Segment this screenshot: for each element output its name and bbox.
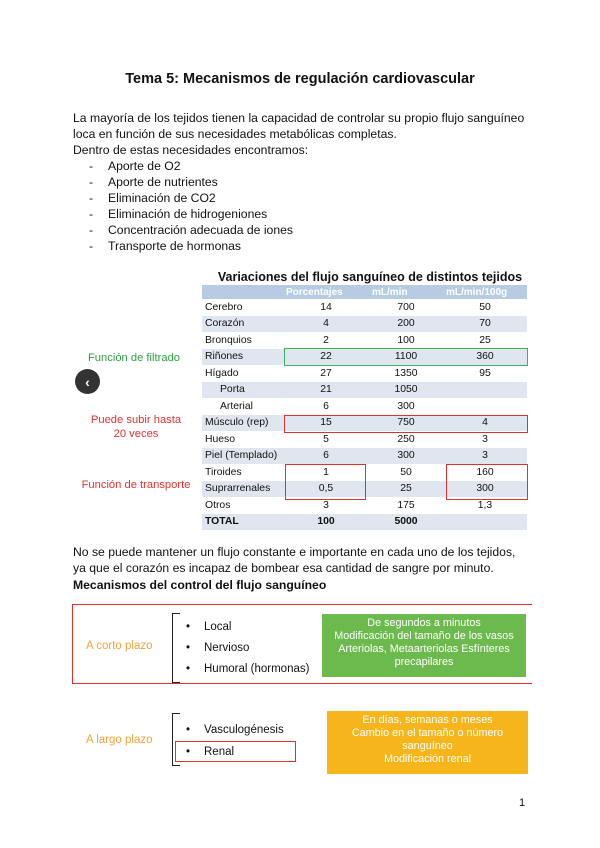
table-cell: 50: [443, 299, 527, 316]
thyroid-adrenal-flow-highlight: [446, 464, 528, 500]
list-item: • Nervioso: [186, 638, 309, 659]
table-cell: 15: [283, 415, 369, 432]
table-cell: 1350: [369, 365, 443, 382]
chevron-left-icon: ‹: [85, 373, 90, 390]
table-cell: 0,5: [283, 481, 369, 498]
table-cell: 300: [369, 448, 443, 465]
transport-annotation: Función de transporte: [81, 479, 191, 491]
table-cell: 27: [283, 365, 369, 382]
table-cell: 200: [369, 316, 443, 333]
table-cell: 1100: [369, 349, 443, 366]
table-cell: 3: [443, 431, 527, 448]
renal-highlight: [175, 741, 296, 762]
filtration-annotation: Función de filtrado: [87, 352, 181, 364]
table-cell: Piel (Templado): [202, 448, 283, 465]
table-cell: 750: [369, 415, 443, 432]
table-cell: 100: [283, 514, 369, 531]
table-cell: [443, 382, 527, 399]
table-cell: 21: [283, 382, 369, 399]
list-item: • Local: [186, 617, 309, 638]
previous-page-button[interactable]: [75, 369, 100, 394]
table-row: [202, 299, 527, 316]
table-header-cell: Porcentajes: [283, 285, 369, 299]
table-cell: 250: [369, 431, 443, 448]
table-cell: 4: [443, 415, 527, 432]
table-cell: 700: [369, 299, 443, 316]
muscle-highlight: [284, 415, 528, 433]
table-row: [202, 398, 527, 415]
list-item: • Humoral (hormonas): [186, 659, 309, 680]
table-cell: [443, 398, 527, 415]
table-cell: Bronquios: [202, 332, 283, 349]
table-cell: 6: [283, 448, 369, 465]
info-line: En días, semanas o meses: [362, 714, 493, 726]
table-cell: 3: [443, 448, 527, 465]
info-line: Modificación del tamaño de los vasos: [334, 630, 514, 642]
intro-line: Dentro de estas necesidades encontramos:: [73, 143, 309, 157]
table-cell: 360: [443, 349, 527, 366]
table-cell: Hueso: [202, 431, 283, 448]
table-row: [202, 382, 527, 399]
table-row: [202, 316, 527, 333]
list-item: • Renal: [186, 741, 284, 763]
table-cell: 2: [283, 332, 369, 349]
needs-list: [89, 158, 293, 254]
long-term-label: A largo plazo: [86, 734, 153, 746]
table-cell: TOTAL: [202, 514, 283, 531]
table-cell: 5000: [369, 514, 443, 531]
bracket: [172, 613, 180, 683]
table-cell: 4: [283, 316, 369, 333]
intro-line: La mayoría de los tejidos tienen la capacidad de controlar su propio flujo sanguíneo: [73, 111, 525, 125]
table-row: [202, 514, 527, 531]
page-title: Tema 5: Mecanismos de regulación cardiovascular: [125, 71, 475, 87]
intro-paragraph: [73, 110, 543, 158]
table-cell: 1,3: [443, 497, 527, 514]
list-item: - Concentración adecuada de iones: [89, 222, 293, 238]
table-header-cell: [202, 285, 283, 299]
flow-paragraph: [73, 544, 543, 576]
table-cell: 1: [283, 464, 369, 481]
annotation-line: Puede subir hasta: [90, 414, 182, 426]
info-line: sanguíneo: [402, 740, 453, 752]
table-cell: 3: [283, 497, 369, 514]
table-cell: Otros: [202, 497, 283, 514]
table-cell: 100: [369, 332, 443, 349]
increase-annotation: [74, 413, 198, 441]
table-row: [202, 332, 527, 349]
table-cell: 160: [443, 464, 527, 481]
table-cell: 22: [283, 349, 369, 366]
list-item: • Vasculogénesis: [186, 719, 284, 741]
info-line: De segundos a minutos: [367, 617, 481, 629]
table-cell: 300: [369, 398, 443, 415]
table-title: Variaciones del flujo sanguíneo de distintos tejidos: [217, 270, 523, 284]
short-term-list: [186, 617, 309, 680]
table-cell: 14: [283, 299, 369, 316]
table-row: [202, 365, 527, 382]
table-cell: 70: [443, 316, 527, 333]
table-cell: Tiroides: [202, 464, 283, 481]
page-number: 1: [519, 797, 526, 809]
table-cell: Corazón: [202, 316, 283, 333]
table-cell: Músculo (rep): [202, 415, 283, 432]
annotation-line: 20 veces: [113, 428, 159, 440]
table-cell: [443, 514, 527, 531]
list-item: - Eliminación de hidrogeniones: [89, 206, 293, 222]
list-item: - Aporte de nutrientes: [89, 174, 293, 190]
table-cell: 300: [443, 481, 527, 498]
table-cell: Suprarrenales: [202, 481, 283, 498]
table-cell: Riñones: [202, 349, 283, 366]
table-header-cell: mL/min/100g: [443, 285, 527, 299]
info-line: precapilares: [394, 656, 454, 668]
table-cell: Porta: [202, 382, 283, 399]
thyroid-adrenal-percent-highlight: [285, 464, 366, 500]
kidney-highlight: [284, 348, 528, 366]
list-item: - Aporte de O2: [89, 158, 293, 174]
short-term-info-box: [322, 614, 526, 677]
table-cell: 6: [283, 398, 369, 415]
paragraph-line: ya que el corazón es incapaz de bombear esa cantidad de sangre por minuto.: [73, 561, 494, 575]
table-cell: Hígado: [202, 365, 283, 382]
long-term-info-box: [327, 711, 528, 774]
table-header-cell: mL/min: [369, 285, 443, 299]
table-cell: 1050: [369, 382, 443, 399]
table-cell: 25: [443, 332, 527, 349]
info-line: Cambio en el tamaño o número: [351, 727, 504, 739]
list-item: - Transporte de hormonas: [89, 238, 293, 254]
info-line: Modificación renal: [383, 753, 472, 765]
table-cell: 175: [369, 497, 443, 514]
table-cell: 95: [443, 365, 527, 382]
mechanisms-title: Mecanismos del control del flujo sanguíneo: [73, 578, 327, 592]
table-row: [202, 448, 527, 465]
table-row: [202, 431, 527, 448]
table-cell: Arterial: [202, 398, 283, 415]
table-cell: Cerebro: [202, 299, 283, 316]
table-cell: 50: [369, 464, 443, 481]
short-term-label: A corto plazo: [86, 640, 153, 652]
table-cell: 25: [369, 481, 443, 498]
info-line: Arteriolas, Metaarteriolas Esfínteres: [338, 643, 510, 655]
list-item: - Eliminación de CO2: [89, 190, 293, 206]
paragraph-line: No se puede mantener un flujo constante e importante en cada uno de los tejidos,: [73, 545, 516, 559]
table-header-row: [202, 285, 527, 299]
table-cell: 5: [283, 431, 369, 448]
intro-line: loca en función de sus necesidades metabólicas completas.: [73, 127, 397, 141]
